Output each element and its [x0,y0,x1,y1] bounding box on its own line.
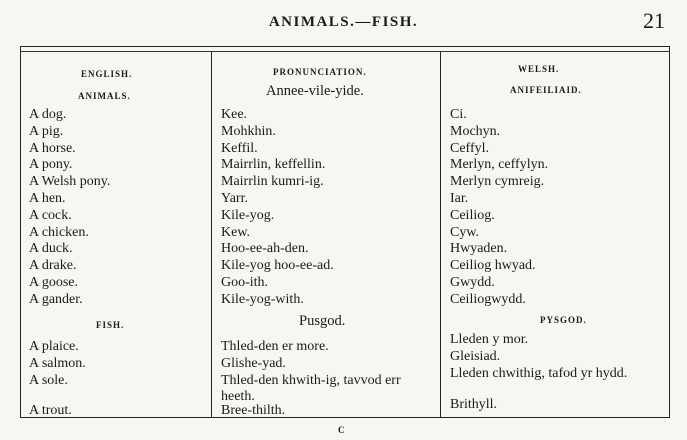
fish-english-row: A trout. [29,403,72,418]
animals-english-row: A horse. [29,140,76,156]
animals-pronunciation-row: Hoo-ee-ah-den. [221,241,309,257]
animals-pronunciation-row: Goo-ith. [221,275,269,290]
fish-pronunciation-row: Bree-thilth. [221,403,286,418]
page-number: 21 [643,8,665,33]
animals-english-row: A goose. [29,275,78,290]
fish-english-row: A sole. [29,372,68,388]
animals-english-row: A hen. [29,191,66,206]
fish-welsh-row: Gleisiad. [450,348,501,364]
animals-welsh-row: Ceffyl. [450,140,490,156]
fish-welsh-row: Brithyll. [450,397,498,412]
pronunciation-header: PRONUNCIATION. [273,67,367,77]
english-fish-heading: FISH. [96,320,125,330]
animals-welsh-row: Gwydd. [450,275,495,290]
animals-welsh-row: Mochyn. [450,123,501,139]
animals-pronunciation-row: Mairrlin, keffellin. [221,157,326,173]
animals-pronunciation-row: Kile-yog-with. [221,291,304,307]
animals-pronunciation-row: Keffil. [221,140,258,156]
english-animals-heading: ANIMALS. [78,91,131,101]
animals-english-row: A chicken. [29,224,89,240]
fish-pronunciation-row: Glishe-yad. [221,355,286,371]
animals-welsh-row: Ceiliogwydd. [450,291,526,307]
animals-pronunciation-row: Mohkhin. [221,123,276,139]
animals-welsh-row: Cyw. [450,224,480,240]
fish-pronunciation-row: Thled-den khwith-ig, tavvod err heeth. [221,372,401,404]
animals-english-row: A pig. [29,123,64,139]
animals-welsh-row: Iar. [450,191,469,206]
welsh-header: WELSH. [518,64,560,74]
welsh-fish-heading: PYSGOD. [540,315,587,325]
animals-english-row: A Welsh pony. [29,174,111,190]
animals-english-row: A duck. [29,241,73,257]
pronunciation-animals-heading: Annee-vile-yide. [266,83,364,99]
pronunciation-fish-heading: Pusgod. [299,313,346,329]
animals-pronunciation-row: Kile-yog hoo-ee-ad. [221,258,334,274]
animals-english-row: A gander. [29,291,83,307]
english-header: ENGLISH. [81,69,133,79]
animals-welsh-row: Ci. [450,107,467,122]
column-rule-right [440,51,441,417]
animals-english-row: A dog. [29,107,67,122]
welsh-animals-heading: ANIFEILIAID. [510,85,582,95]
fish-pronunciation-row: Thled-den er more. [221,339,329,354]
animals-english-row: A cock. [29,207,72,223]
fish-english-row: A salmon. [29,355,86,371]
animals-welsh-row: Ceiliog. [450,207,495,223]
animals-english-row: A pony. [29,157,73,173]
animals-english-row: A drake. [29,258,77,274]
animals-welsh-row: Merlyn, ceffylyn. [450,157,549,173]
fish-welsh-row: Lleden y mor. [450,332,529,347]
animals-welsh-row: Ceiliog hwyad. [450,258,536,274]
vocabulary-table [20,46,670,418]
animals-pronunciation-row: Kile-yog. [221,207,275,223]
animals-pronunciation-row: Mairrlin kumri-ig. [221,174,324,190]
fish-welsh-row: Lleden chwithig, tafod yr hydd. [450,365,628,381]
animals-pronunciation-row: Kee. [221,107,248,122]
page-signature: C [338,425,345,435]
page-title: ANIMALS.—FISH. [268,14,419,30]
animals-pronunciation-row: Yarr. [221,191,248,206]
fish-english-row: A plaice. [29,339,79,354]
column-rule-left [211,51,212,417]
animals-welsh-row: Merlyn cymreig. [450,174,545,190]
animals-welsh-row: Hwyaden. [450,241,508,257]
animals-pronunciation-row: Kew. [221,224,251,240]
